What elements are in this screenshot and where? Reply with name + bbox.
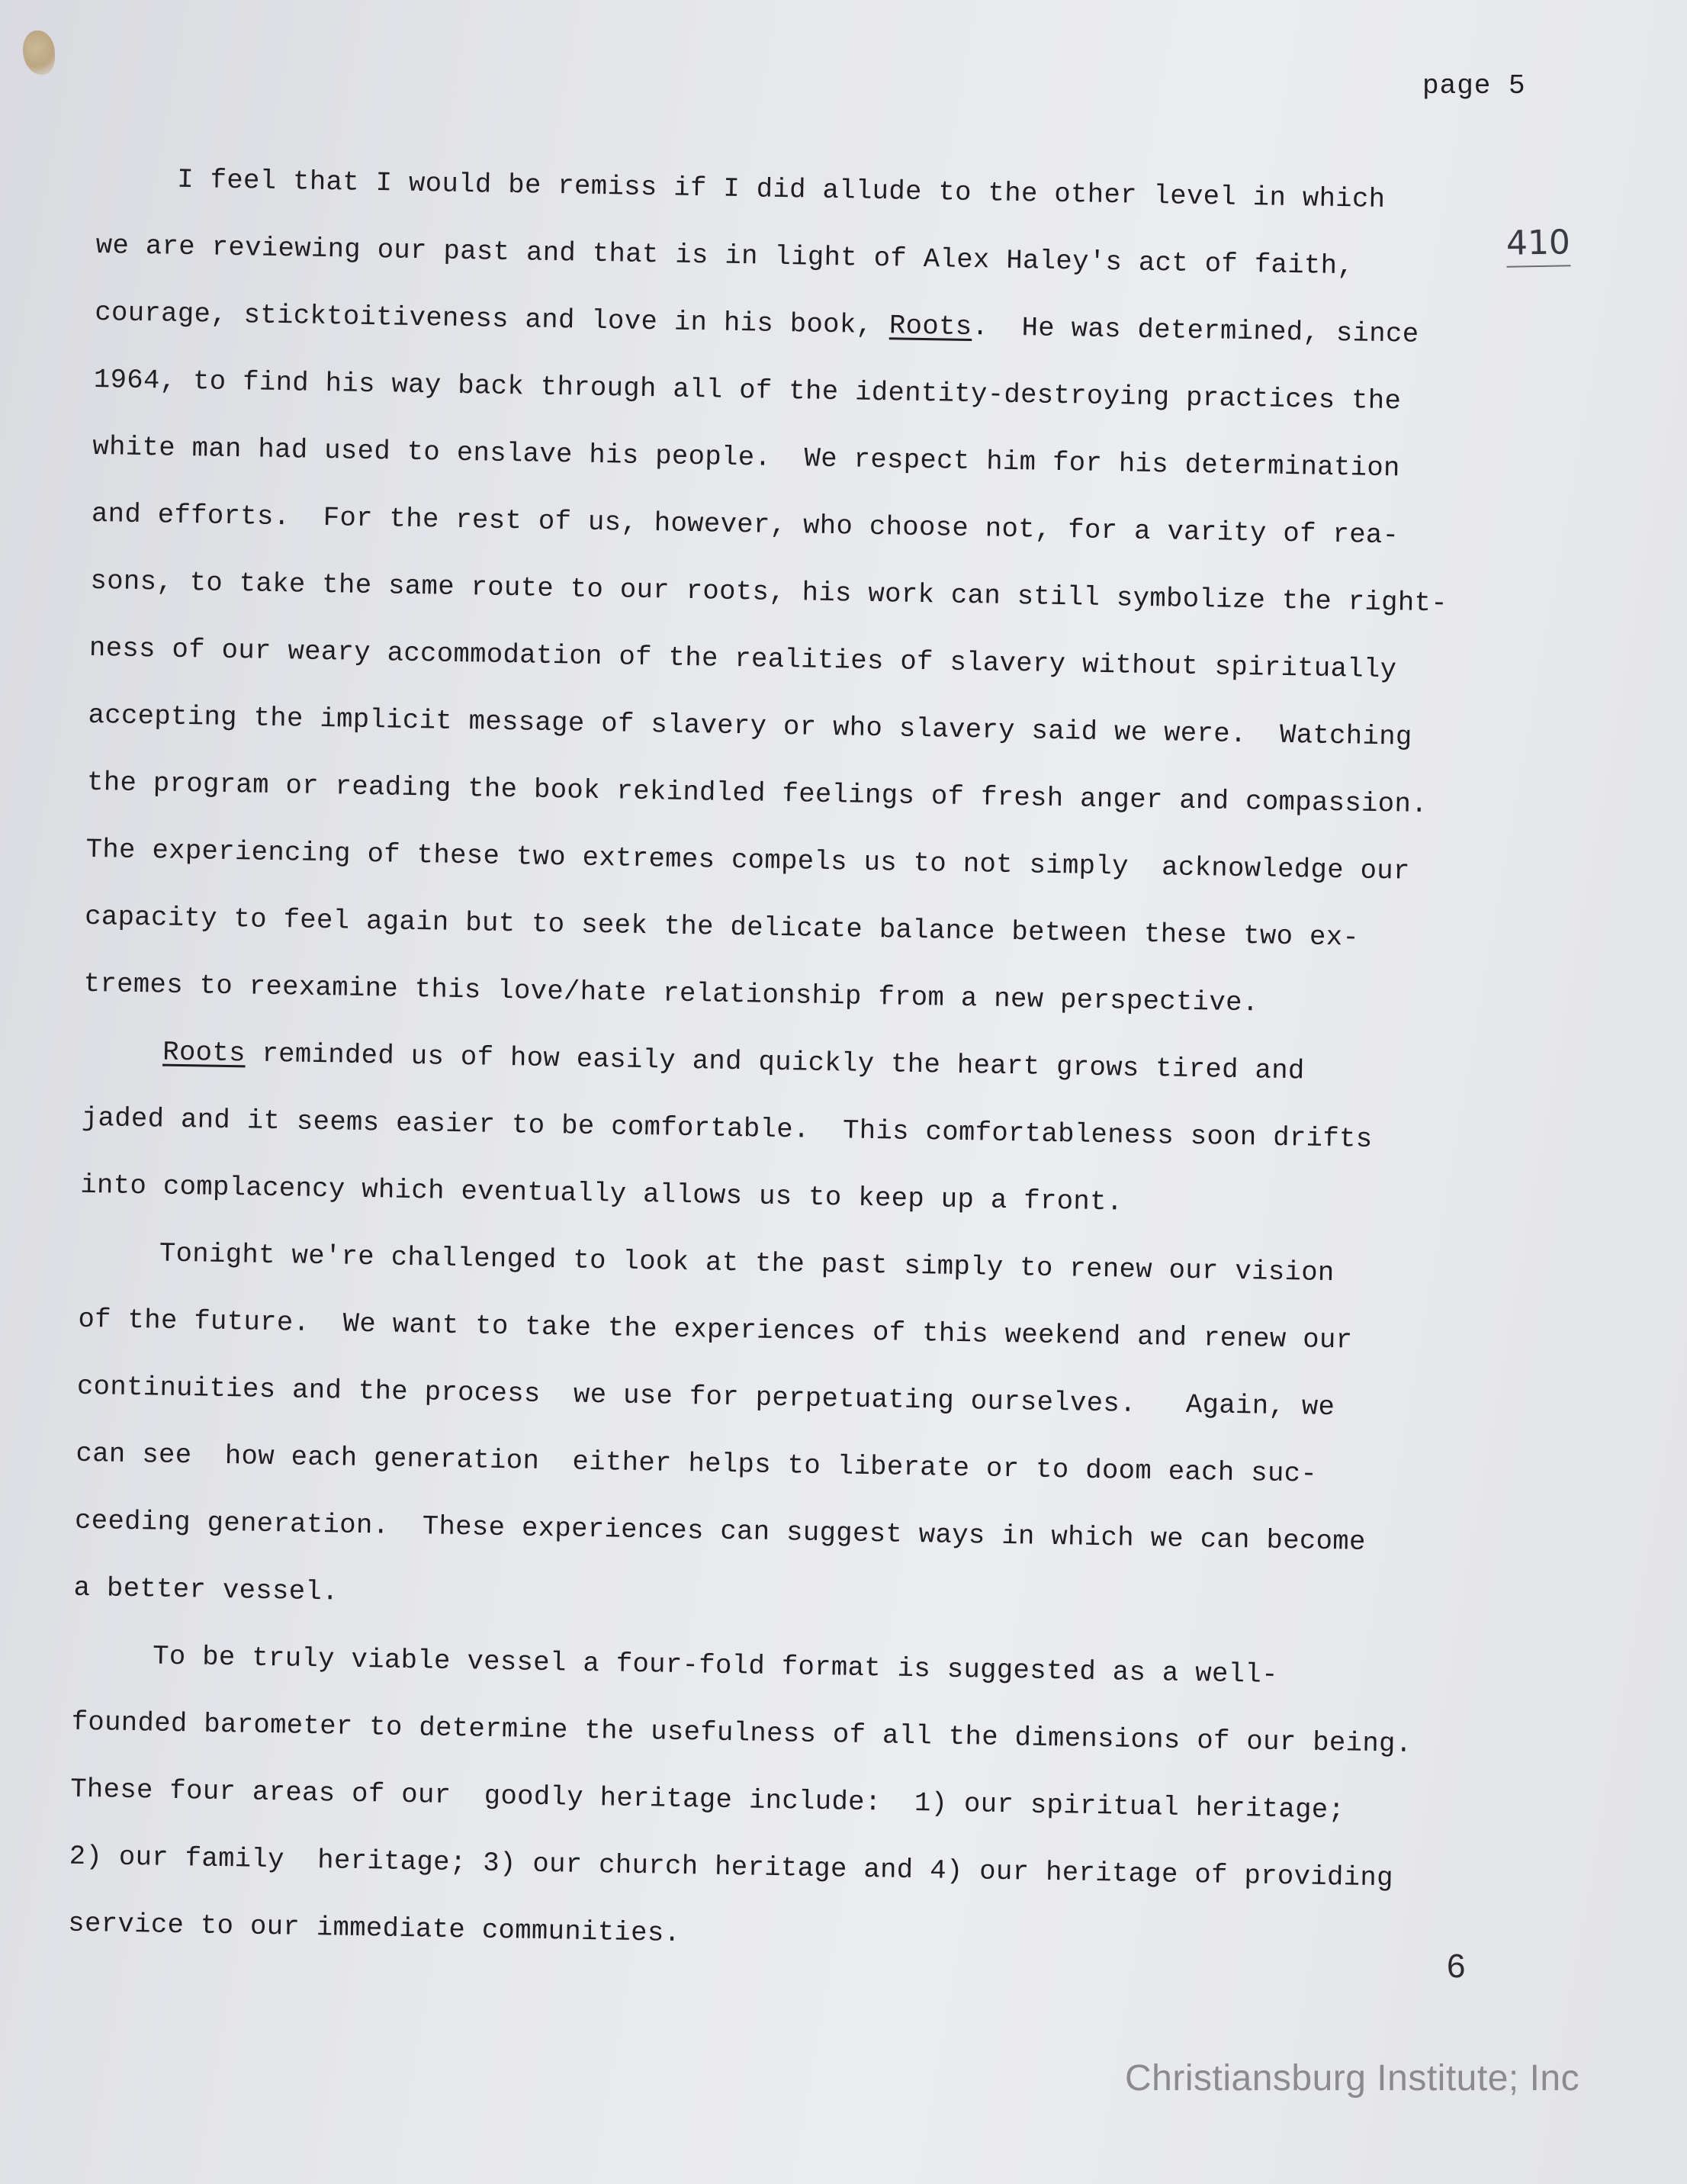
handwritten-archive-number: 410 (1506, 223, 1571, 267)
watermark-text: Christiansburg Institute; Inc (1125, 2058, 1580, 2099)
text-line: ceeding generation. These experiences can suggest ways in which we can become (74, 1504, 1367, 1558)
paper-stain (23, 31, 55, 75)
text-line: into complacency which eventually allows us to keep up a front. (80, 1169, 1123, 1218)
text-line: can see how each generation either helps to liberate or to doom each suc- (76, 1437, 1318, 1490)
text-line: 2) our family heritage; 3) our church heritage and 4) our heritage of providing (69, 1840, 1394, 1894)
text-line: To be truly viable vessel a four-fold format is suggested as a well- (152, 1640, 1279, 1690)
text-segment: . He was determined, since (972, 311, 1419, 350)
text-line: the program or reading the book rekindled feelings of fresh anger and compassion. (86, 766, 1428, 821)
text-line: and efforts. For the rest of us, however, who choose not, for a varity of rea- (91, 497, 1399, 552)
text-line: These four areas of our goodly heritage include: 1) our spiritual heritage; (69, 1773, 1345, 1826)
text-line: Tonight we're challenged to look at the past simply to renew our vision (159, 1237, 1335, 1289)
text-line: sons, to take the same route to our roots, his work can still symbolize the right- (90, 564, 1448, 619)
book-title-roots: Roots (162, 1036, 246, 1069)
text-line: continuities and the process we use for perpetuating ourselves. Again, we (76, 1370, 1335, 1423)
text-line: I feel that I would be remiss if I did allude to the other level in which (176, 163, 1386, 216)
text-line: jaded and it seems easier to be comfortable. This comfortableness soon drifts (81, 1102, 1373, 1155)
text-line: of the future. We want to take the experiences of this weekend and renew our (78, 1303, 1353, 1356)
text-line: The experiencing of these two extremes compels us to not simply acknowledge our (85, 833, 1411, 887)
text-line: founded barometer to determine the usefulness of all the dimensions of our being. (71, 1706, 1412, 1760)
text-line: tremes to reexamine this love/hate relationship from a new perspective. (83, 967, 1259, 1019)
text-line: a better vessel. (73, 1571, 339, 1608)
text-line: capacity to feel again but to seek the delicate balance between these two ex- (84, 900, 1360, 954)
bottom-page-number: 6 (1447, 1948, 1466, 1985)
text-line: white man had used to enslave his people. We respect him for his determination (92, 430, 1401, 484)
text-line: 1964, to find his way back through all of the identity-destroying practices the (93, 363, 1402, 417)
text-segment: reminded us of how easily and quickly the heart grows tired and (245, 1037, 1305, 1087)
text-line: accepting the implicit message of slavery or who slavery said we were. Watching (88, 699, 1412, 753)
page-label: page 5 (1422, 70, 1526, 101)
text-segment: courage, sticktoitiveness and love in his book, (95, 296, 890, 342)
text-line: we are reviewing our past and that is in light of Alex Haley's act of faith, (95, 229, 1354, 282)
typed-body-text (68, 145, 1531, 1981)
text-line: ness of our weary accommodation of the realities of slavery without spiritually (88, 632, 1397, 686)
text-line: service to our immediate communities. (68, 1907, 681, 1949)
book-title-roots: Roots (888, 310, 972, 343)
